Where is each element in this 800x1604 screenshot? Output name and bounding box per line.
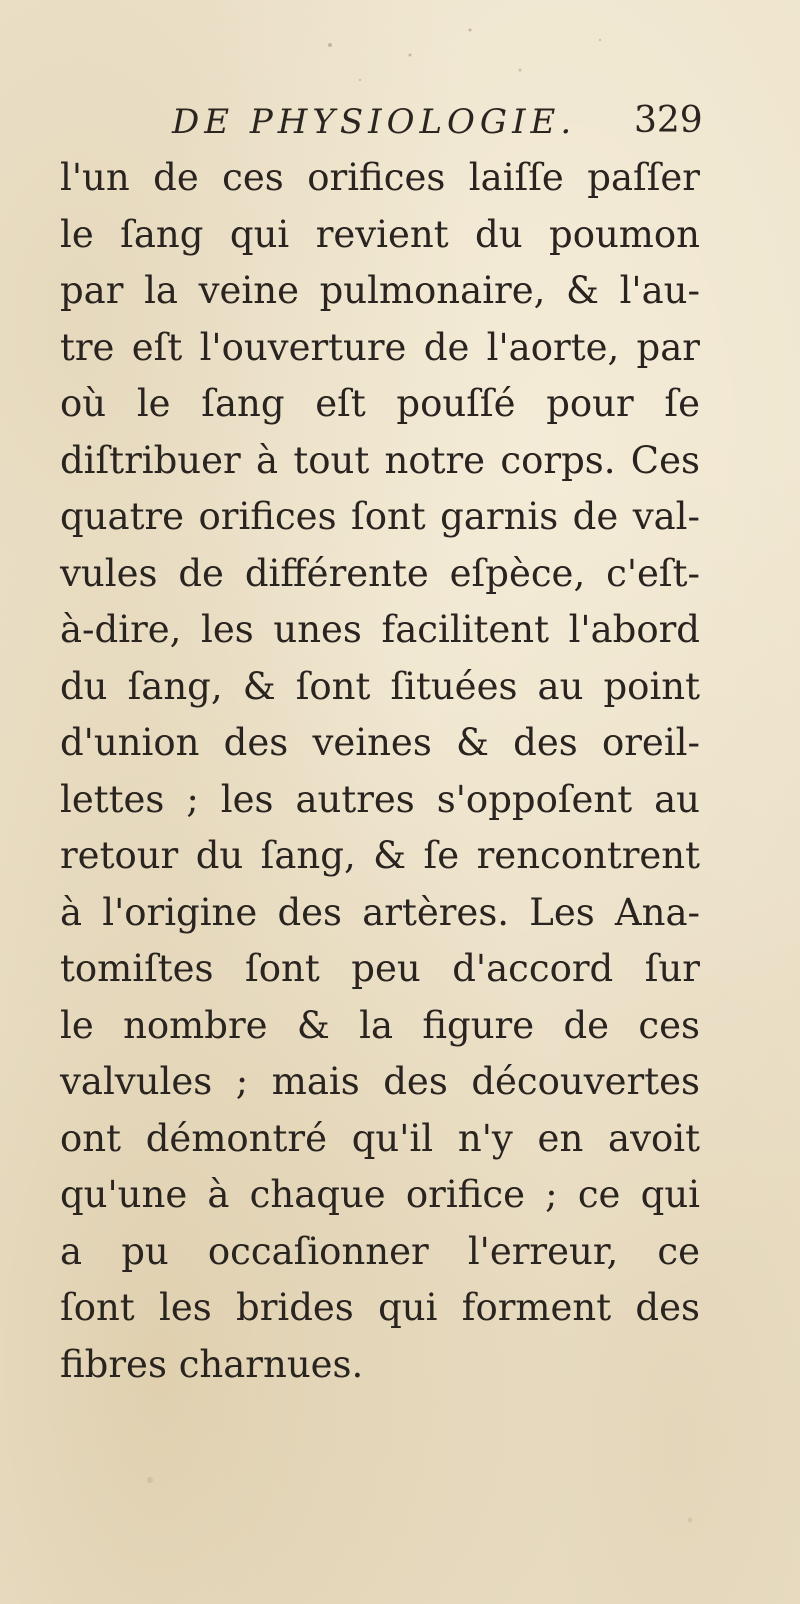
text-line: par la veine pulmonaire, & l'au- (60, 269, 700, 312)
text-line: l'un de ces orifices laiſſe paſſer (60, 156, 700, 199)
page-number: 329 (634, 100, 703, 141)
text-line: qu'une à chaque orifice ; ce qui (60, 1173, 700, 1216)
text-line: où le ſang eſt pouſſé pour ſe (60, 382, 700, 425)
text-line: le ſang qui revient du poumon (60, 212, 700, 256)
running-head: DE PHYSIOLOGIE. (172, 102, 577, 142)
text-line: a pu occaſionner l'erreur, ce (60, 1229, 700, 1273)
text-line: retour du ſang, & ſe rencontrent (60, 834, 700, 877)
text-line: à l'origine des artères. Les Ana- (60, 890, 700, 934)
text-line: lettes ; les autres s'oppoſent au (60, 777, 700, 821)
text-line: le nombre & la figure de ces (60, 1003, 700, 1047)
body-text (60, 150, 700, 1386)
text-line: fibres charnues. (60, 1342, 364, 1386)
text-line: tomiſtes ſont peu d'accord ſur (60, 947, 700, 990)
text-line: ont démontré qu'il n'y en avoit (60, 1116, 700, 1160)
text-line: d'union des veines & des oreil- (60, 721, 700, 764)
text-line: diſtribuer à tout notre corps. Ces (60, 438, 700, 482)
text-line: vules de différente eſpèce, c'eſt- (60, 551, 700, 595)
text-line: ſont les brides qui forment des (60, 1286, 700, 1329)
text-line: quatre orifices ſont garnis de val- (60, 495, 700, 538)
text-line: à-dire, les unes facilitent l'abord (60, 608, 700, 651)
text-line: du ſang, & ſont ſituées au point (60, 664, 700, 708)
text-line: tre eſt l'ouverture de l'aorte, par (60, 325, 700, 369)
text-line: valvules ; mais des découvertes (60, 1060, 700, 1103)
